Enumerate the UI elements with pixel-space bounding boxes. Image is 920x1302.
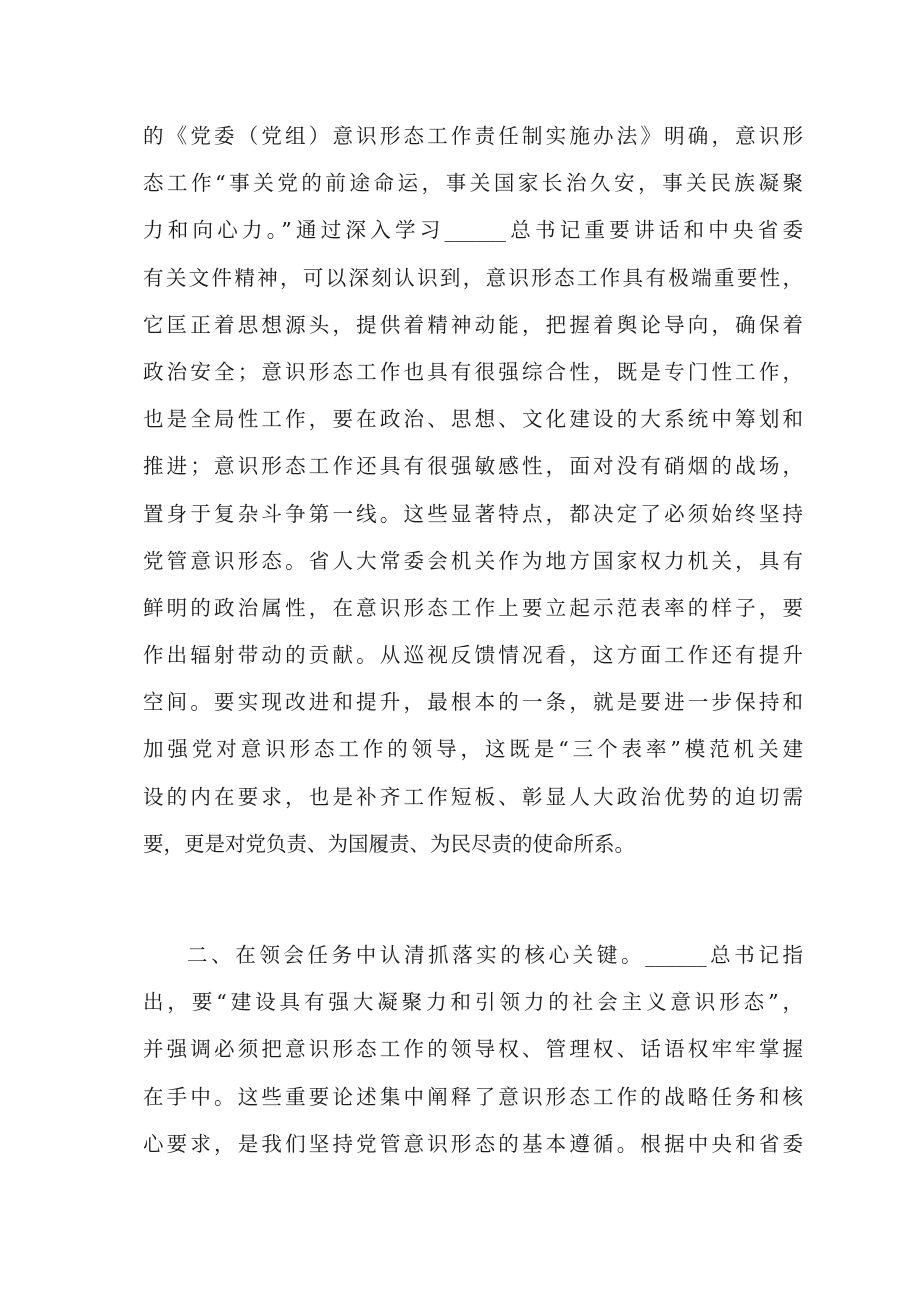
- paragraph-1-line: 鲜明的政治属性，在意识形态工作上要立起示范表率的样子，要: [143, 595, 803, 620]
- paragraph-1-line: 力和向心力。”通过深入学习______总书记重要讲话和中央省委: [143, 218, 803, 243]
- paragraph-1-line: 党管意识形态。省人大常委会机关作为地方国家权力机关，具有: [143, 548, 803, 573]
- paragraph-1-line: 作出辐射带动的贡献。从巡视反馈情况看，这方面工作还有提升: [143, 643, 803, 668]
- paragraph-1-line: 它匡正着思想源头，提供着精神动能，把握着舆论导向，确保着: [143, 312, 803, 337]
- paragraph-2-line: 二、在领会任务中认清抓落实的核心关键。______总书记指: [187, 943, 803, 967]
- paragraph-1-line: 政治安全；意识形态工作也具有很强综合性，既是专门性工作，: [143, 359, 803, 384]
- paragraph-1: [143, 113, 803, 868]
- paragraph-1-line: 加强党对意识形态工作的领导，这既是“三个表率”模范机关建: [143, 737, 803, 762]
- paragraph-2-line: 并强调必须把意识形态工作的领导权、管理权、话语权牢牢掌握: [143, 1037, 803, 1062]
- paragraph-1-line: 置身于复杂斗争第一线。这些显著特点，都决定了必须始终坚持: [143, 501, 803, 526]
- paragraph-1-line: 态工作“事关党的前途命运，事关国家长治久安，事关民族凝聚: [143, 171, 803, 196]
- paragraph-1-line: 要，更是对党负责、为国履责、为民尽责的使命所系。: [143, 831, 635, 856]
- paragraph-2-line: 心要求，是我们坚持党管意识形态的基本遵循。根据中央和省委: [143, 1131, 803, 1156]
- paragraph-1-line: 的《党委（党组）意识形态工作责任制实施办法》明确，意识形: [143, 124, 803, 148]
- paragraph-1-line: 也是全局性工作，要在政治、思想、文化建设的大系统中筹划和: [143, 407, 803, 432]
- paragraph-1-line: 有关文件精神，可以深刻认识到，意识形态工作具有极端重要性，: [143, 265, 803, 290]
- paragraph-1-line: 设的内在要求，也是补齐工作短板、彰显人大政治优势的迫切需: [143, 784, 803, 809]
- paragraph-2: [143, 932, 803, 1168]
- paragraph-2-line: 出，要“建设具有强大凝聚力和引领力的社会主义意识形态”，: [143, 990, 803, 1015]
- paragraph-2-line: 在手中。这些重要论述集中阐释了意识形态工作的战略任务和核: [143, 1084, 803, 1109]
- paragraph-1-line: 空间。要实现改进和提升，最根本的一条，就是要进一步保持和: [143, 690, 803, 715]
- paragraph-1-line: 推进；意识形态工作还具有很强敏感性，面对没有硝烟的战场，: [143, 454, 803, 479]
